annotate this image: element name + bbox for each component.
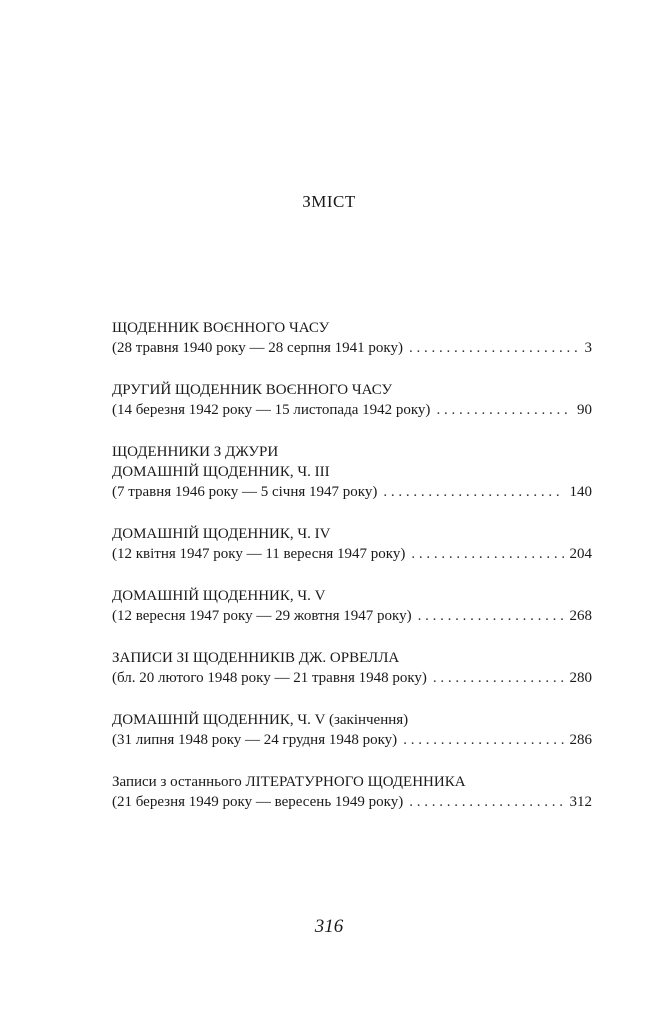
toc-entry-page: 280 — [569, 670, 592, 686]
leader-dots — [433, 668, 564, 688]
toc-entry-date-range: (21 березня 1949 року — вересень 1949 року) — [112, 794, 404, 810]
leader-dots — [383, 482, 563, 502]
leader-dots — [403, 730, 563, 750]
toc-entry-line — [112, 668, 592, 688]
toc-entry-date-range: (7 травня 1946 року — 5 січня 1947 року) — [112, 484, 378, 500]
toc-entry-page: 286 — [569, 732, 592, 748]
toc-entry-heading: ДОМАШНІЙ ЩОДЕННИК, Ч. IV — [112, 526, 331, 542]
toc-entry — [112, 442, 592, 502]
toc-entry-page: 268 — [569, 608, 592, 624]
toc-entry — [112, 586, 592, 626]
toc-entry-line — [112, 338, 592, 358]
toc-entry-page: 3 — [584, 340, 592, 356]
toc-entry — [112, 710, 592, 750]
toc-entry-line — [112, 792, 592, 812]
toc-entry — [112, 648, 592, 688]
toc-entry-heading: ДРУГИЙ ЩОДЕННИК ВОЄННОГО ЧАСУ — [112, 382, 393, 398]
toc-entry-line — [112, 400, 592, 420]
toc-entry-page: 90 — [577, 402, 592, 418]
toc-entry-date-range: (14 березня 1942 року — 15 листопада 1942 року) — [112, 402, 431, 418]
toc-entry-subheading: ДОМАШНІЙ ЩОДЕННИК, Ч. III — [112, 464, 330, 480]
leader-dots — [418, 606, 564, 626]
toc-entry-page: 204 — [569, 546, 592, 562]
toc-entry-line — [112, 482, 592, 502]
toc-entry-page: 312 — [569, 794, 592, 810]
toc-entry-heading: ДОМАШНІЙ ЩОДЕННИК, Ч. V — [112, 588, 326, 604]
leader-dots — [409, 338, 579, 358]
leader-dots — [409, 792, 563, 812]
toc-entry-line — [112, 606, 592, 626]
page-number: 316 — [314, 916, 344, 937]
page-title: ЗМІСТ — [302, 192, 356, 211]
toc-entry-heading: ЗАПИСИ ЗІ ЩОДЕННИКІВ ДЖ. ОРВЕЛЛА — [112, 650, 400, 666]
toc-entry — [112, 380, 592, 420]
toc-entry — [112, 772, 592, 812]
toc-entry-heading: ДОМАШНІЙ ЩОДЕННИК, Ч. V (закінчення) — [112, 712, 409, 728]
leader-dots — [411, 544, 563, 564]
toc-entry-date-range: (12 квітня 1947 року — 11 вересня 1947 року) — [112, 546, 406, 562]
table-of-contents — [112, 318, 592, 834]
toc-entry-line — [112, 544, 592, 564]
toc-entry-date-range: (бл. 20 лютого 1948 року — 21 травня 1948 року) — [112, 670, 427, 686]
toc-entry-heading: ЩОДЕННИК ВОЄННОГО ЧАСУ — [112, 320, 330, 336]
toc-entry-page: 140 — [569, 484, 592, 500]
toc-entry-line — [112, 730, 592, 750]
leader-dots — [436, 400, 571, 420]
toc-entry — [112, 318, 592, 358]
toc-entry-date-range: (12 вересня 1947 року — 29 жовтня 1947 року) — [112, 608, 412, 624]
toc-entry-heading: ЩОДЕННИКИ З ДЖУРИ — [112, 444, 279, 460]
toc-entry-date-range: (31 липня 1948 року — 24 грудня 1948 року) — [112, 732, 398, 748]
toc-entry — [112, 524, 592, 564]
toc-entry-date-range: (28 травня 1940 року — 28 серпня 1941 року) — [112, 340, 403, 356]
toc-entry-heading: Записи з останнього ЛІТЕРАТУРНОГО ЩОДЕННИКА — [112, 774, 466, 790]
